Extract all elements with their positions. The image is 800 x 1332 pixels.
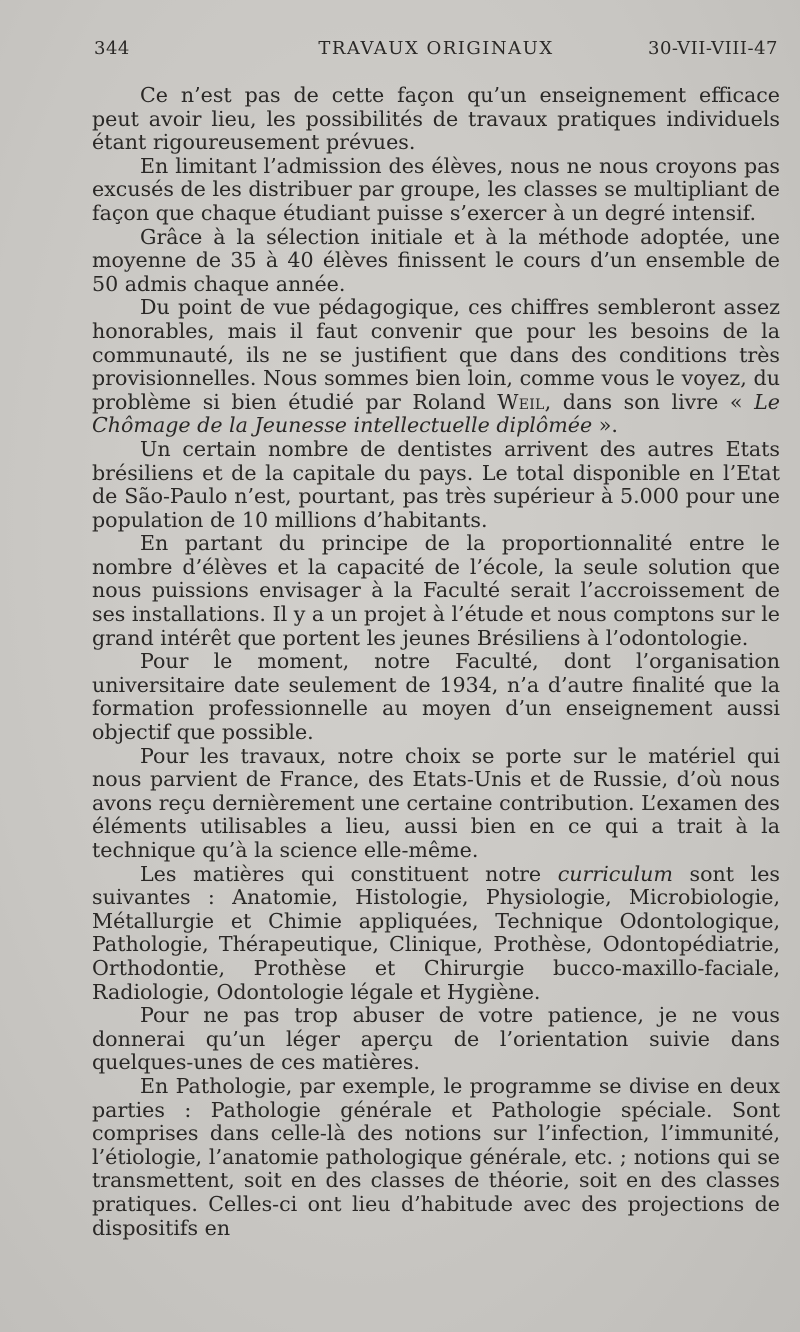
paragraph-4-text-a: Du point de vue pédagogique, ces chiffres sembleront assez honorables, mais il faut convenir que pour les besoins de la communauté, ils ne se justifient que dans des conditions très provisionnelles. Nous sommes bien loin, comme vous le voyez, du problème si bien étudié par Roland <box>92 295 780 414</box>
paragraph-7: Pour le moment, notre Faculté, dont l’organisation universitaire date seulement de 1934, n’a d’autre finalité que la formation professionnelle au moyen d’un enseignement aussi objectif que possible. <box>92 649 780 745</box>
paragraph-9-text-a: Les matières qui constituent notre <box>140 861 558 886</box>
issue-date: 30-VII-VIII-47 <box>648 38 778 59</box>
paragraph-9 <box>92 863 780 1005</box>
running-title: TRAVAUX ORIGINAUX <box>318 38 554 59</box>
paragraph-6: En partant du principe de la proportionnalité entre le nombre d’élèves et la capacité de l’école, la seule solution que nous puissions envisager à la Faculté serait l’accroissement de ses installations. Il y a un projet à l’étude et nous comptons sur le grand intérêt que portent les jeunes Brésiliens à l’odontologie. <box>92 531 780 650</box>
curriculum-word: curriculum <box>557 861 673 886</box>
paragraph-9-text-b: sont les suivantes : Anatomie, Histologie, Physiologie, Microbiologie, Métallurgie et Chimie appliquées, Technique Odontologique, Pathologie, Thérapeutique, Clinique, Prothèse, Odontopédiatrie, Orthodontie, Prothèse et Chirurgie bucco-maxillo-faciale, Radiologie, Odontologie légale et Hygiène. <box>92 861 780 1004</box>
running-header <box>94 38 778 64</box>
paragraph-2: En limitant l’admission des élèves, nous ne nous croyons pas excusés de les distribuer par groupe, les classes se multipliant de façon que chaque étudiant puisse s’exercer à un degré intensif. <box>92 153 780 225</box>
page-number: 344 <box>94 38 130 59</box>
author-name: Weil <box>497 389 545 414</box>
paragraph-11: En Pathologie, par exemple, le programme se divise en deux parties : Pathologie générale et Pathologie spéciale. Sont comprises dans celle-là des notions sur l’infection, l’immunité, l’étiologie, l’anatomie pathologique générale, etc. ; notions qui se transmettent, soit en des classes de théorie, soit en des classes pratiques. Celles-ci ont lieu d’habitude avec des projections de dispositifs en <box>92 1073 780 1240</box>
paragraph-1: Ce n’est pas de cette façon qu’un enseignement efficace peut avoir lieu, les possibilités de travaux pratiques individuels étant rigoureusement prévues. <box>92 83 780 155</box>
paragraph-5: Un certain nombre de dentistes arrivent des autres Etats brésiliens et de la capitale du pays. Le total disponible en l’Etat de São-Paulo n’est, pourtant, pas très supérieur à 5.000 pour une population de 10 millions d’habitants. <box>92 436 780 532</box>
body-text <box>92 84 780 1240</box>
book-title: Le Chômage de la Jeunesse intellectuelle diplômée <box>92 389 780 438</box>
paragraph-10: Pour ne pas trop abuser de votre patience, je ne vous donnerai qu’un léger aperçu de l’orientation suivie dans quelques-unes de ces matières. <box>92 1003 780 1075</box>
paragraph-4-text-c: ». <box>592 413 618 438</box>
paragraph-4-text-b: , dans son livre « <box>544 389 755 414</box>
paragraph-8: Pour les travaux, notre choix se porte sur le matériel qui nous parvient de France, des Etats-Unis et de Russie, d’où nous avons reçu dernièrement une certaine contribution. L’examen des éléments utilisables a lieu, aussi bien en ce qui a trait à la technique qu’à la science elle-même. <box>92 743 780 862</box>
paragraph-3: Grâce à la sélection initiale et à la méthode adoptée, une moyenne de 35 à 40 élèves finissent le cours d’un ensemble de 50 admis chaque année. <box>92 224 780 296</box>
paragraph-4 <box>92 296 780 438</box>
